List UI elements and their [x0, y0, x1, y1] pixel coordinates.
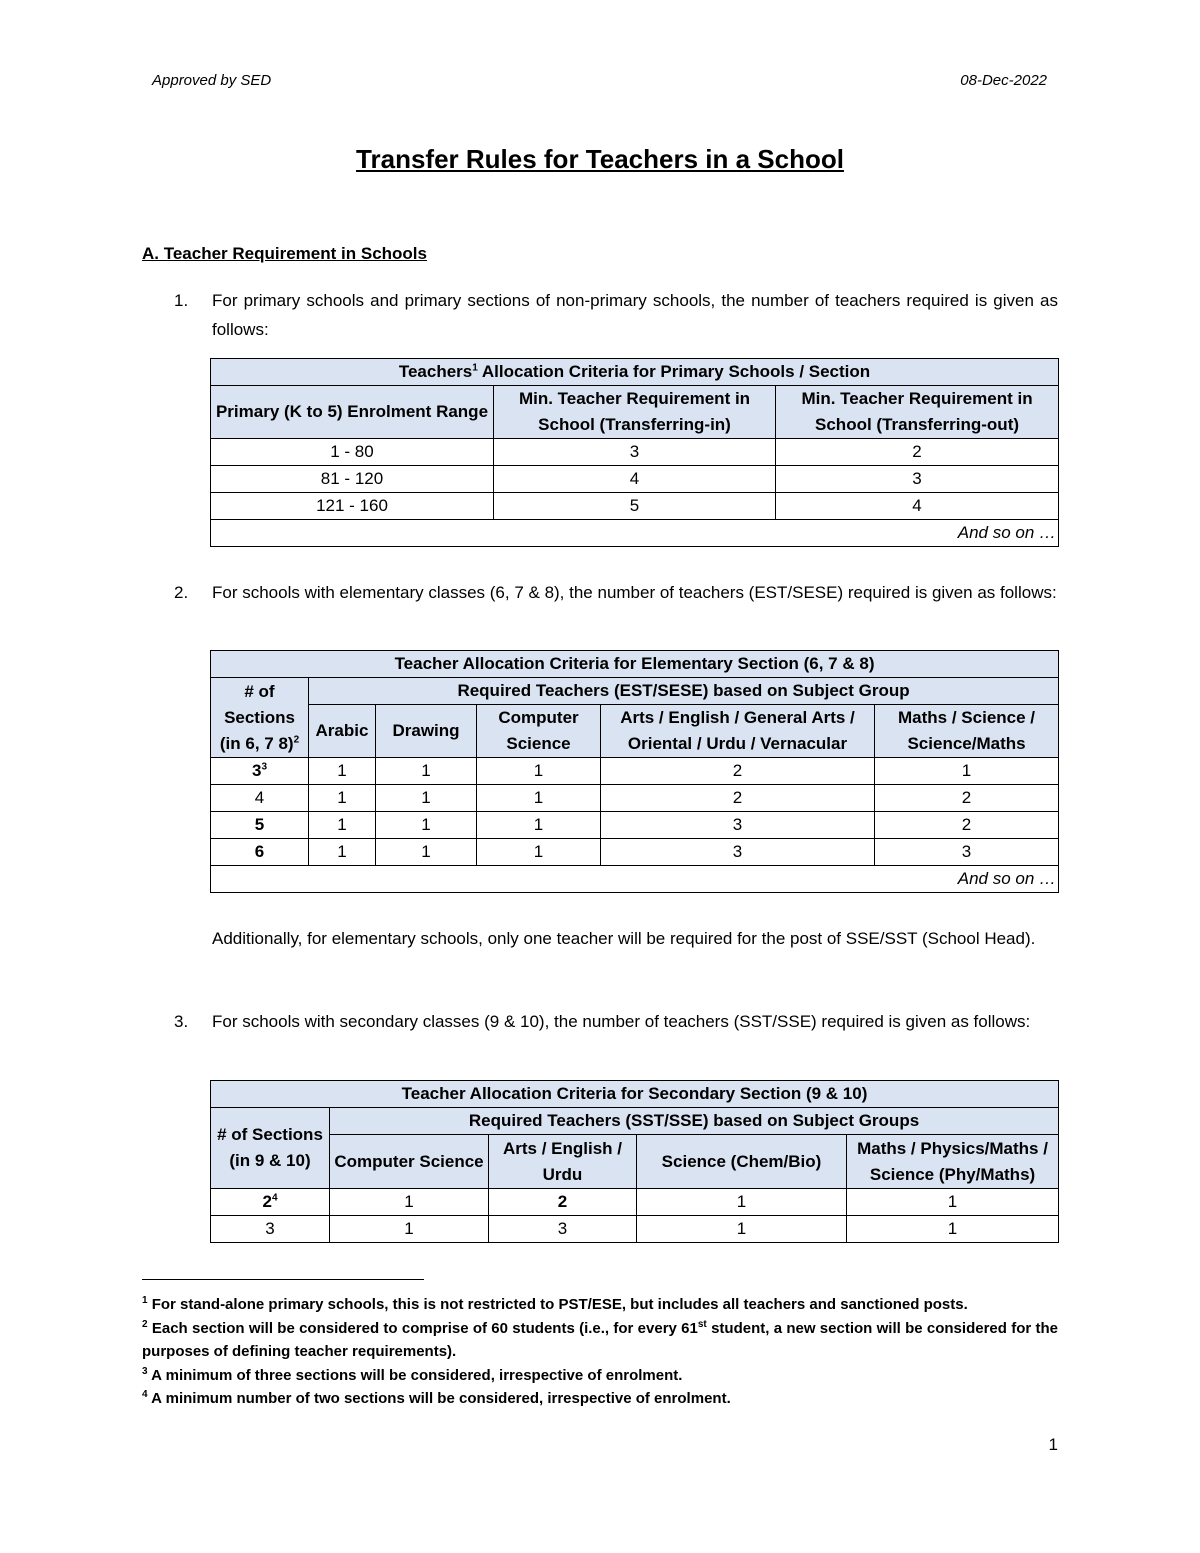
footnote-1: $^1$ For stand-alone primary schools, this is not restricted to PST/ESE, but includes all teachers and sanctioned posts. — [142, 1295, 968, 1313]
table-cell: 2 — [776, 439, 1059, 466]
table-cell: 1 — [376, 758, 477, 785]
column-header: Drawing — [376, 705, 477, 758]
table-cell: 1 — [477, 812, 601, 839]
table-note: And so on … — [211, 520, 1059, 547]
table-cell: 2 — [489, 1189, 637, 1216]
list-item-text: For schools with secondary classes (9 & 10), the number of teachers (SST/SSE) required is given as follows: — [212, 1012, 1031, 1031]
table-cell: 1 — [637, 1216, 847, 1243]
group-header: Required Teachers (EST/SESE) based on Subject Group — [309, 678, 1059, 705]
list-item-number: 2. — [174, 583, 189, 602]
table-cell: 81 - 120 — [211, 466, 494, 493]
table-cell: 3 — [489, 1216, 637, 1243]
table-cell: 3 — [776, 466, 1059, 493]
table-cell: 3 — [494, 439, 776, 466]
table-cell: 6 — [211, 839, 309, 866]
table-row — [211, 1189, 1059, 1216]
list-item-1 — [174, 286, 1058, 344]
table-cell: 121 - 160 — [211, 493, 494, 520]
table-row — [211, 758, 1059, 785]
column-header: Arts / English / Urdu — [489, 1135, 637, 1189]
table-cell: 1 — [477, 785, 601, 812]
list-item-2 — [174, 578, 1058, 607]
table-title: Teacher Allocation Criteria for Elementary Section (6, 7 & 8) — [211, 651, 1059, 678]
table-cell: 1 — [477, 839, 601, 866]
table-cell: 1 — [376, 785, 477, 812]
header-date: 08-Dec-2022 — [960, 72, 1047, 89]
footnote-3: $^3$ A minimum of three sections will be considered, irrespective of enrolment. — [142, 1365, 683, 1384]
table-cell: 2 — [601, 758, 875, 785]
table-cell: 3 — [875, 839, 1059, 866]
table-cell: 1 — [309, 785, 376, 812]
page-title: Transfer Rules for Teachers in a School — [356, 144, 844, 174]
table-cell: 2 — [875, 785, 1059, 812]
table-cell: 1 — [875, 758, 1059, 785]
column-header: # of Sections (in 9 & 10) — [211, 1108, 330, 1189]
table-cell: 1 - 80 — [211, 439, 494, 466]
column-header: Maths / Science / Science/Maths — [875, 705, 1059, 758]
column-header: Arabic — [309, 705, 376, 758]
table-cell: 1 — [847, 1189, 1059, 1216]
column-header: Min. Teacher Requirement in School (Transferring-in) — [494, 386, 776, 439]
table-cell: 1 — [309, 758, 376, 785]
footnote-2: $^2$ Each section will be considered to comprise of 60 students (i.e., for every 61st student, a new section will be considered for the purposes of defining teacher requirements). — [142, 1318, 1058, 1360]
section-a-heading: A. Teacher Requirement in Schools — [142, 244, 427, 263]
column-header: Maths / Physics/Maths / Science (Phy/Maths) — [847, 1135, 1059, 1189]
additional-note: Additionally, for elementary schools, only one teacher will be required for the post of SSE/SST (School Head). — [212, 929, 1036, 948]
table-cell: 1 — [376, 812, 477, 839]
table-cell: 5 — [211, 812, 309, 839]
table-row — [211, 439, 1059, 466]
list-item-3 — [174, 1007, 1058, 1036]
table-cell: 1 — [847, 1216, 1059, 1243]
column-header: # of Sections (in 6, 7 8)$^2$ — [211, 678, 309, 758]
table-row — [211, 839, 1059, 866]
table-cell: 2 — [601, 785, 875, 812]
column-header: Computer Science — [477, 705, 601, 758]
table-cell: 3 — [601, 812, 875, 839]
page-number: 1 — [1048, 1435, 1058, 1454]
table-cell: 3 — [211, 1216, 330, 1243]
column-header: Primary (K to 5) Enrolment Range — [211, 386, 494, 439]
list-item-number: 1. — [174, 291, 189, 310]
column-header: Computer Science — [330, 1135, 489, 1189]
table-cell: 4 — [211, 785, 309, 812]
footnote-separator — [142, 1279, 424, 1280]
table-row — [211, 785, 1059, 812]
table-row — [211, 812, 1059, 839]
list-item-number: 3. — [174, 1012, 189, 1031]
table-cell: $3^3$ — [211, 758, 309, 785]
footnote-4: $^4$ A minimum number of two sections will be considered, irrespective of enrolment. — [142, 1389, 731, 1407]
table-row — [211, 466, 1059, 493]
table-note: And so on … — [211, 866, 1059, 893]
table-cell: 1 — [309, 812, 376, 839]
footnotes — [142, 1293, 1058, 1411]
primary-allocation-table — [210, 358, 1059, 547]
column-header: Science (Chem/Bio) — [637, 1135, 847, 1189]
table-title: Teachers$^1$ Allocation Criteria for Primary Schools / Section — [211, 359, 1059, 386]
secondary-allocation-table — [210, 1080, 1059, 1243]
table-title: Teacher Allocation Criteria for Secondary Section (9 & 10) — [211, 1081, 1059, 1108]
table-cell: 3 — [601, 839, 875, 866]
header-approval: Approved by SED — [152, 72, 272, 89]
list-item-text: For primary schools and primary sections of non-primary schools, the number of teachers required is given as follows: — [212, 291, 1058, 339]
table-cell: 1 — [330, 1189, 489, 1216]
table-cell: 1 — [330, 1216, 489, 1243]
group-header: Required Teachers (SST/SSE) based on Subject Groups — [330, 1108, 1059, 1135]
table-cell: 1 — [637, 1189, 847, 1216]
list-item-text: For schools with elementary classes (6, 7 & 8), the number of teachers (EST/SESE) required is given as follows: — [212, 583, 1057, 602]
table-cell: 5 — [494, 493, 776, 520]
table-row — [211, 493, 1059, 520]
table-cell: 2 — [875, 812, 1059, 839]
table-row — [211, 1216, 1059, 1243]
table-cell: 1 — [376, 839, 477, 866]
column-header: Arts / English / General Arts / Oriental / Urdu / Vernacular — [601, 705, 875, 758]
table-cell: 1 — [309, 839, 376, 866]
table-cell: 4 — [776, 493, 1059, 520]
table-cell: 4 — [494, 466, 776, 493]
column-header: Min. Teacher Requirement in School (Transferring-out) — [776, 386, 1059, 439]
table-cell: 1 — [477, 758, 601, 785]
elementary-allocation-table — [210, 650, 1059, 893]
table-cell: $2^4$ — [211, 1189, 330, 1216]
